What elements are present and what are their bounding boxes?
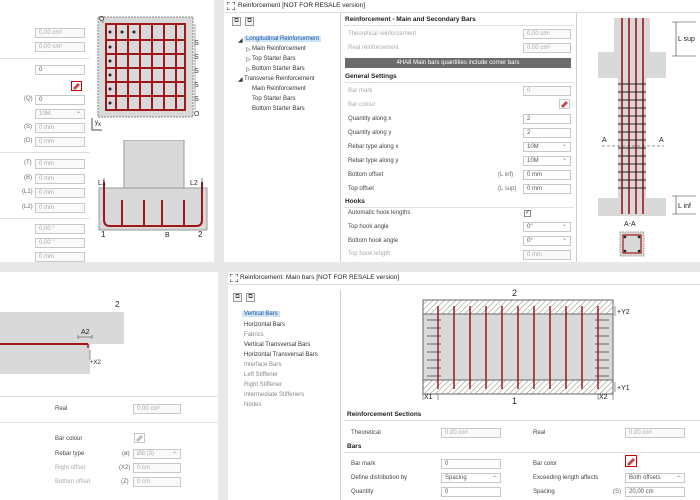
bottom-offset-field: 0 cm xyxy=(133,477,181,487)
section-aa-label: A-A xyxy=(624,221,636,228)
tree-left-stiffener[interactable]: Left Stiffener xyxy=(244,372,278,378)
real-label: Real xyxy=(55,406,68,412)
tl-field-11: 0,00 ° xyxy=(35,224,85,234)
quantity-field[interactable]: 0 xyxy=(441,487,501,497)
svg-text:S: S xyxy=(194,68,199,75)
window-title: Reinforcement: Main bars [NOT FOR RESALE version] xyxy=(240,274,400,281)
paint-icon xyxy=(626,456,636,466)
edge-1-label: 1 xyxy=(512,396,518,406)
tl-field-1: 0,00 cm² xyxy=(35,42,85,52)
bottom-offset-symbol: (Z) xyxy=(121,479,129,485)
main-bars-window xyxy=(228,272,700,500)
bar-colour-label: Bar colour xyxy=(55,436,83,442)
top-hook-angle-select[interactable]: 0° ⌄ xyxy=(523,222,571,232)
rebar-type-symbol: (ø) xyxy=(122,451,130,457)
tree-arrow[interactable]: ◢ xyxy=(238,38,243,44)
column-elevation-diagram xyxy=(582,18,698,262)
rebar-type-label: Rebar type xyxy=(55,451,85,457)
bar-colour-label: Bar colour xyxy=(348,102,376,108)
pane-divider xyxy=(340,290,341,500)
divider xyxy=(344,82,574,83)
x2-label: +X2 xyxy=(90,360,101,366)
real-field: 0,00 cm² xyxy=(133,404,181,414)
svg-text:S: S xyxy=(194,96,199,103)
svg-text:S: S xyxy=(194,82,199,89)
tl-sym-l2: (L2) xyxy=(22,204,33,210)
divider xyxy=(0,218,90,219)
theoretical-reinforcement-label: Theoretical reinforcement xyxy=(348,31,417,37)
tree-trans-top-starter[interactable]: Top Starter Bars xyxy=(252,96,296,102)
pane-divider xyxy=(576,13,577,262)
rebar-type-x-select[interactable]: 10M ⌄ xyxy=(523,142,571,152)
copy-button[interactable]: ⧉ xyxy=(232,17,241,26)
top-offset-label: Top offset xyxy=(348,186,374,192)
section-main-secondary: Reinforcement - Main and Secondary Bars xyxy=(345,16,476,23)
spacing-symbol: (S) xyxy=(613,489,621,495)
top-offset-symbol: (L sup) xyxy=(498,186,517,192)
paste-button[interactable]: ⧉ xyxy=(245,17,254,26)
window-separator xyxy=(0,262,700,272)
tree-horizontal-transversal[interactable]: Horizontal Transversal Bars xyxy=(244,352,318,358)
divider xyxy=(0,152,90,153)
diagram-l1-label: L1 xyxy=(98,180,106,187)
section-general-settings: General Settings xyxy=(345,73,397,80)
theoretical-field: 0,00 cm² xyxy=(441,428,501,438)
tree-long-bottom-starter[interactable]: Bottom Starter Bars xyxy=(252,66,305,72)
footing-diagram xyxy=(94,140,212,240)
bottom-offset-label: Bottom offset xyxy=(55,479,91,485)
diagram-l2-label: L2 xyxy=(190,180,198,187)
tl-sym-q: (Q) xyxy=(24,96,33,102)
right-offset-field: 0 cm xyxy=(133,463,181,473)
reinforcement-window xyxy=(224,0,700,262)
tl-field-0: 0,00 cm² xyxy=(35,28,85,38)
title-divider xyxy=(228,284,700,285)
wall-end-diagram xyxy=(0,298,130,378)
paint-icon xyxy=(560,100,569,108)
tree-fabrics[interactable]: Fabrics xyxy=(244,332,264,338)
section-a-left: A xyxy=(602,137,607,144)
quantity-label: Quantity xyxy=(351,489,374,495)
tree-long-main[interactable]: Main Reinforcement xyxy=(252,46,306,52)
y2-label: +Y2 xyxy=(617,309,630,316)
bottom-hook-angle-label: Bottom hook angle xyxy=(348,238,399,244)
x2-label: X2 xyxy=(599,394,608,401)
define-distribution-label: Define distribution by xyxy=(351,475,408,481)
bottom-offset-label: Bottom offset xyxy=(348,172,384,178)
x1-label: X1 xyxy=(424,394,433,401)
divider xyxy=(0,58,90,59)
rebar-type-select[interactable]: Ø8 (3) ⌄ xyxy=(133,449,181,459)
diagram-o-label: O xyxy=(194,111,200,118)
bar-mark-label: Bar mark xyxy=(348,88,373,94)
exceeding-length-label: Exceeding length affects xyxy=(533,475,599,481)
top-hook-angle-label: Top hook angle xyxy=(348,224,389,230)
tl-sym-d: (D) xyxy=(24,138,33,144)
window-separator xyxy=(214,0,224,262)
exceeding-length-select[interactable]: Both offsets ⌄ xyxy=(625,473,685,483)
tl-field-8: 0 mm xyxy=(35,174,85,184)
tl-sym-l1: (L1) xyxy=(22,189,33,195)
rebar-type-y-label: Rebar type along y xyxy=(348,158,399,164)
diagram-x-label: x xyxy=(98,122,101,128)
quantity-x-label: Quantity along x xyxy=(348,116,392,122)
spacing-field[interactable]: 20,00 cm xyxy=(625,487,685,497)
bar-mark-field[interactable]: 0 xyxy=(441,459,501,469)
window-app-icon xyxy=(227,2,235,10)
tree-arrow: ▷ xyxy=(246,67,251,73)
quantity-y-label: Quantity along y xyxy=(348,130,392,136)
bar-color-button[interactable] xyxy=(625,455,637,467)
divider xyxy=(344,452,700,453)
theoretical-reinforcement-field: 0,00 cm² xyxy=(523,29,571,39)
auto-hook-checkbox[interactable]: ✓ xyxy=(525,210,531,216)
tl-field-3[interactable]: 0 xyxy=(35,95,85,105)
tree-vertical-bars[interactable]: Vertical Bars xyxy=(244,311,278,317)
title-divider xyxy=(224,12,700,13)
tree-arrow: ▷ xyxy=(246,57,251,63)
bars-info-banner: 4HA8 Main bars quantities include corner bars xyxy=(345,58,571,68)
section-reinforcement-sections: Reinforcement Sections xyxy=(347,411,422,418)
rebar-type-x-label: Rebar type along x xyxy=(348,144,399,150)
tl-field-9: 0 mm xyxy=(35,188,85,198)
tree-horizontal-bars[interactable]: Horizontal Bars xyxy=(244,322,286,328)
quantity-y-field[interactable]: 2 xyxy=(523,128,571,138)
right-offset-label: Right offset xyxy=(55,465,86,471)
paint-icon xyxy=(72,82,81,90)
pane-divider xyxy=(340,13,341,262)
right-offset-symbol: (X2) xyxy=(119,465,131,471)
section-a-right: A xyxy=(659,137,664,144)
top-offset-field[interactable]: 0 mm xyxy=(523,184,571,194)
tl-field-5: 0 mm xyxy=(35,123,85,133)
window-title: Reinforcement [NOT FOR RESALE version] xyxy=(238,2,366,9)
paint-icon xyxy=(135,434,144,442)
bar-colour-button[interactable] xyxy=(71,81,82,91)
tl-sym-t: (T) xyxy=(24,160,32,166)
tree-longitudinal[interactable]: Longitudinal Reinforcement xyxy=(246,36,320,42)
wall-elevation-diagram xyxy=(413,286,643,408)
tl-sym-s: (S) xyxy=(24,124,32,130)
copy-button[interactable]: ⧉ xyxy=(233,293,242,302)
tl-field-7: 0 mm xyxy=(35,159,85,169)
spacing-label: Spacing xyxy=(533,489,555,495)
bottom-offset-field[interactable]: 0 mm xyxy=(523,170,571,180)
bottom-offset-symbol: (L inf) xyxy=(498,172,514,178)
top-left-panel xyxy=(0,0,214,262)
tree-vertical-transversal[interactable]: Vertical Transversal Bars xyxy=(244,342,311,348)
bottom-left-panel xyxy=(0,272,218,500)
tree-interface-bars[interactable]: Interface Bars xyxy=(244,362,282,368)
paste-button[interactable]: ⧉ xyxy=(246,293,255,302)
window-separator xyxy=(218,272,228,500)
y1-label: +Y1 xyxy=(617,385,630,392)
top-hook-length-label: Top hook length xyxy=(348,251,391,257)
top-hook-length-field: 0 mm xyxy=(523,250,571,260)
bar-mark-field[interactable]: 0 xyxy=(523,86,571,96)
real-reinforcement-field: 0,00 cm² xyxy=(523,43,571,53)
svg-text:S: S xyxy=(194,54,199,61)
section-hooks: Hooks xyxy=(345,198,365,205)
bar-color-label: Bar color xyxy=(533,461,558,467)
auto-hook-label: Automatic hook lengths xyxy=(348,210,411,216)
tree-arrow[interactable]: ◢ xyxy=(238,77,243,83)
lsup-label: L sup xyxy=(678,36,695,43)
tl-field-4[interactable]: 10M ⌄ xyxy=(35,109,85,119)
divider xyxy=(344,207,574,208)
linf-label: L inf xyxy=(678,203,691,210)
tree-long-top-starter[interactable]: Top Starter Bars xyxy=(252,56,296,62)
diagram-2-label: 2 xyxy=(198,230,203,239)
edge-2-label: 2 xyxy=(512,288,518,298)
tree-arrow: ▷ xyxy=(246,47,251,53)
tl-field-2[interactable]: 0 xyxy=(35,65,85,75)
diagram-1-label: 1 xyxy=(101,230,106,239)
a2-label: A2 xyxy=(81,329,90,336)
real-reinforcement-label: Real reinforcement xyxy=(348,45,399,51)
tl-sym-b: (B) xyxy=(24,175,32,181)
edge-2-label: 2 xyxy=(115,300,120,309)
diagram-q-label: Q xyxy=(99,16,105,23)
divider xyxy=(0,422,218,423)
tree-trans-bottom-starter[interactable]: Bottom Starter Bars xyxy=(252,106,305,112)
bar-colour-button[interactable] xyxy=(559,99,570,109)
tree-intermediate-stiffeners[interactable]: Intermediate Stiffeners xyxy=(244,392,305,398)
quantity-x-field[interactable]: 2 xyxy=(523,114,571,124)
bottom-hook-angle-select[interactable]: 0° ⌄ xyxy=(523,236,571,246)
tree-right-stiffener[interactable]: Right Stiffener xyxy=(244,382,282,388)
tl-field-10: 0 mm xyxy=(35,203,85,213)
real-label: Real xyxy=(533,430,546,436)
tree-transverse[interactable]: Transverse Reinforcement xyxy=(244,76,315,82)
tl-field-6: 0 mm xyxy=(35,137,85,147)
rebar-type-y-select[interactable]: 10M ⌄ xyxy=(523,156,571,166)
divider xyxy=(344,25,574,26)
svg-text:S: S xyxy=(194,40,199,47)
bar-colour-button[interactable] xyxy=(134,433,145,443)
column-section-diagram xyxy=(88,12,208,134)
real-field: 0,00 cm² xyxy=(625,428,685,438)
tree-nodes[interactable]: Nodes xyxy=(244,402,262,408)
diagram-b-label: B xyxy=(165,232,170,239)
divider xyxy=(344,420,700,421)
tl-field-12: 0,00 ° xyxy=(35,238,85,248)
section-bars: Bars xyxy=(347,443,362,450)
tree-trans-main[interactable]: Main Reinforcement xyxy=(252,86,306,92)
define-distribution-select[interactable]: Spacing ⌄ xyxy=(441,473,501,483)
window-app-icon xyxy=(230,274,238,282)
bar-mark-label: Bar mark xyxy=(351,461,376,467)
svg-text:y: y xyxy=(95,120,98,126)
theoretical-label: Theoretical xyxy=(351,430,381,436)
divider xyxy=(0,396,218,397)
tl-field-13: 0 mm xyxy=(35,252,85,262)
